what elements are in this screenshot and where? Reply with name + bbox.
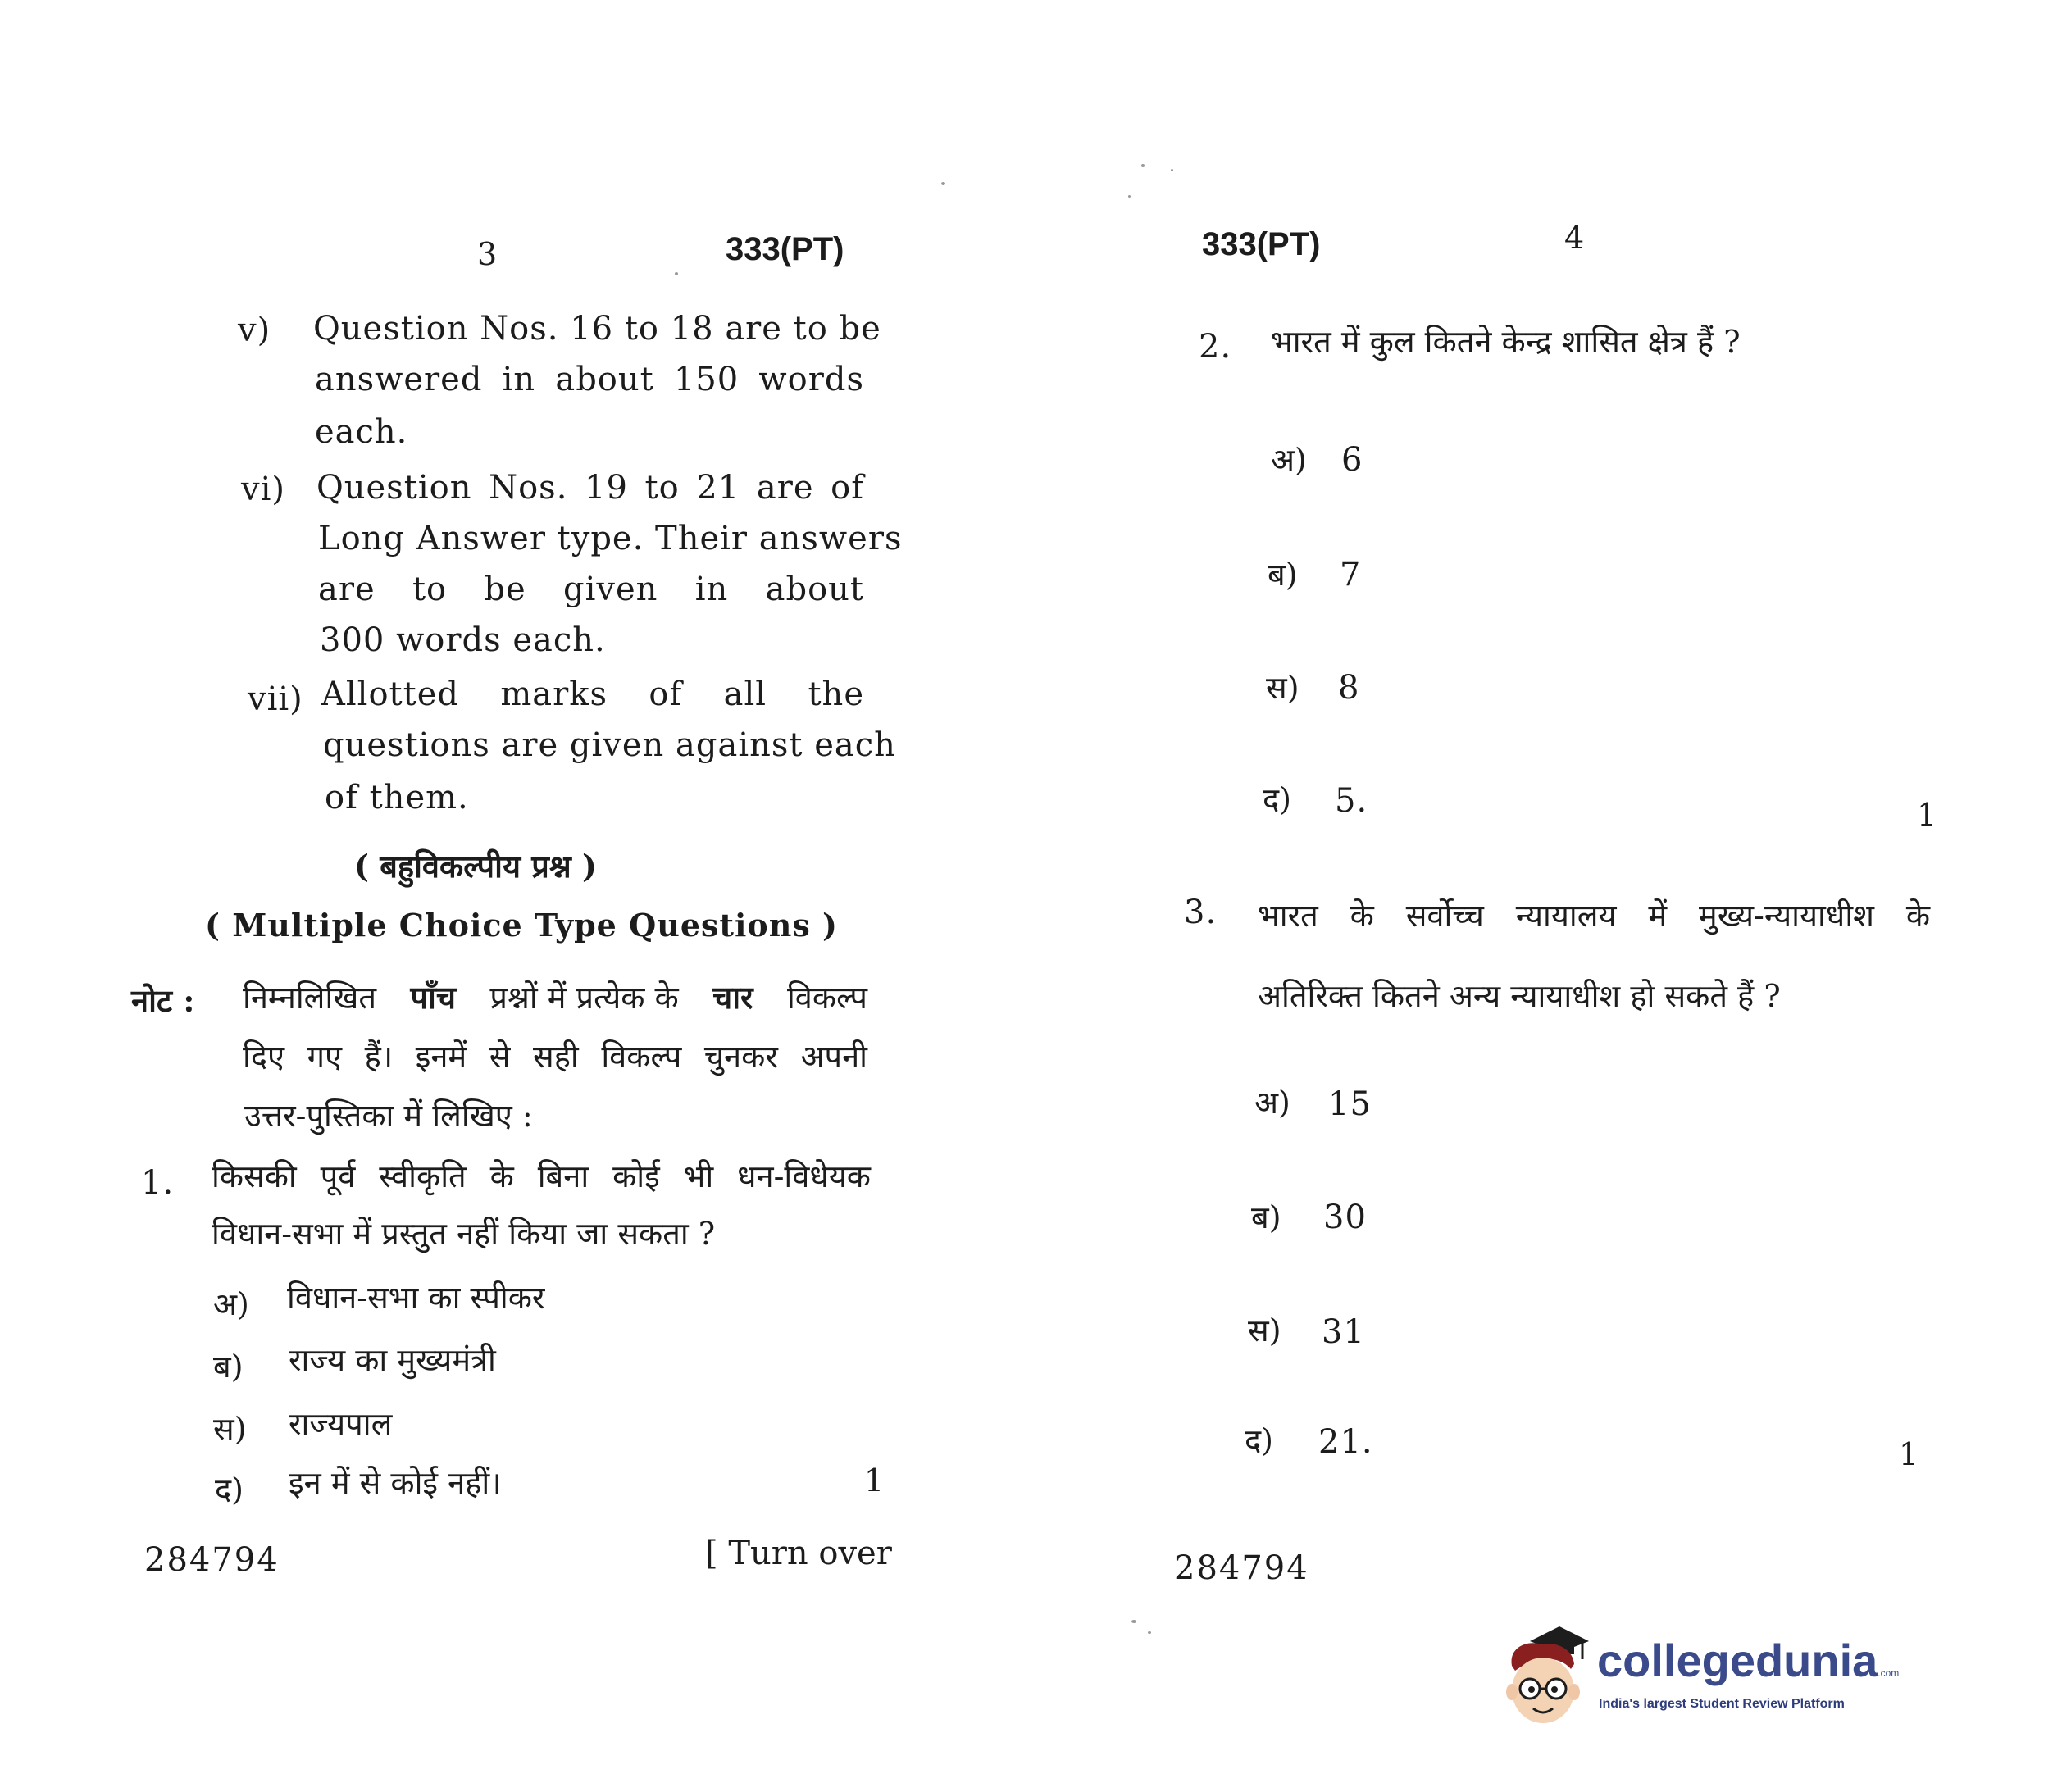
q1-option-d-text: इन में से कोई नहीं। [289, 1465, 502, 1501]
question-1-line-1: किसकी पूर्व स्वीकृति के बिना कोई भी धन-विधेयक [212, 1158, 871, 1194]
question-1-line-2: विधान-सभा में प्रस्तुत नहीं किया जा सकता ? [212, 1216, 716, 1252]
q2-option-a-text: 6 [1341, 441, 1363, 479]
q3-option-b-text: 30 [1323, 1198, 1367, 1236]
instruction-vi-line-3: are to be given in about [318, 571, 864, 608]
q1-option-b-label: ब) [213, 1349, 244, 1385]
note-word-five: पाँच [410, 979, 456, 1016]
scan-speck [1148, 1631, 1151, 1634]
question-2-number: 2. [1199, 328, 1232, 366]
instruction-vi-line-2: Long Answer type. Their answers [318, 520, 903, 557]
q2-option-b-label: ब) [1268, 557, 1298, 593]
scan-speck [1128, 195, 1131, 198]
question-2-text: भारत में कुल कितने केन्द्र शासित क्षेत्र हैं ? [1271, 324, 1741, 360]
q2-option-d-text: 5. [1335, 782, 1368, 820]
q1-option-a-label: अ) [213, 1286, 249, 1322]
q3-option-c-label: स) [1248, 1312, 1281, 1349]
note-line-1 [243, 976, 867, 1018]
instruction-vi-line-1: Question Nos. 19 to 21 are of [316, 469, 864, 507]
q3-option-d-label: द) [1245, 1422, 1274, 1458]
instruction-v-line-2: answered in about 150 words [315, 361, 864, 398]
instruction-v-line-3: each. [315, 413, 408, 451]
right-page-number: 4 [1564, 220, 1585, 256]
q1-option-b-text: राज्य का मुख्यमंत्री [289, 1342, 496, 1378]
q3-option-a-text: 15 [1328, 1085, 1372, 1123]
student-mascot-icon [1497, 1623, 1594, 1731]
question-3-line-1 [1258, 894, 1930, 936]
note-word-options: विकल्प [786, 980, 867, 1016]
q3-word-1: भारत [1258, 898, 1318, 934]
left-footer-code: 284794 [144, 1541, 280, 1579]
note-line-3: उत्तर-पुस्तिका में लिखिए : [244, 1098, 533, 1134]
q2-option-c-text: 8 [1338, 669, 1360, 707]
note-label: नोट : [131, 982, 195, 1019]
note-words-middle: प्रश्नों में प्रत्येक के [489, 980, 679, 1016]
instruction-vii-line-1: Allotted marks of all the [321, 675, 864, 713]
logo-suffix: .com [1878, 1667, 1900, 1679]
q3-option-d-text: 21. [1318, 1423, 1373, 1461]
instruction-v-line-1: Question Nos. 16 to 18 are to be [313, 310, 881, 348]
instruction-vi-line-4: 300 words each. [320, 621, 606, 659]
q3-word-3: सर्वोच्च [1405, 898, 1484, 934]
instruction-vi-number: vi) [241, 471, 285, 508]
q3-marks: 1 [1899, 1436, 1919, 1472]
q2-option-c-label: स) [1266, 670, 1299, 706]
q1-option-c-label: स) [213, 1411, 247, 1447]
q3-option-a-label: अ) [1254, 1085, 1290, 1121]
left-paper-code: 333(PT) [726, 231, 844, 267]
q2-option-a-label: अ) [1271, 442, 1307, 478]
question-3-line-2: अतिरिक्त कितने अन्य न्यायाधीश हो सकते हैं ? [1258, 978, 1781, 1014]
instruction-v-number: v) [238, 312, 271, 349]
q3-word-4: न्यायालय [1515, 898, 1617, 934]
collegedunia-logo [1497, 1623, 1900, 1738]
instruction-vii-line-2: questions are given against each [323, 726, 896, 764]
q3-option-b-label: ब) [1251, 1199, 1281, 1235]
q3-option-c-text: 31 [1322, 1313, 1365, 1351]
logo-name: collegedunia [1597, 1635, 1878, 1686]
turn-over: [ Turn over [705, 1535, 892, 1572]
left-page-number: 3 [477, 236, 498, 272]
q1-option-d-label: द) [215, 1471, 244, 1508]
q1-marks: 1 [864, 1462, 885, 1499]
question-1-number: 1. [141, 1164, 175, 1202]
instruction-vii-number: vii) [248, 680, 303, 718]
scan-speck [941, 182, 945, 185]
logo-wordmark [1597, 1635, 1900, 1686]
section-heading-hindi: ( बहुविकल्पीय प्रश्न ) [354, 848, 597, 885]
q3-word-5: में [1648, 898, 1668, 934]
note-line-2: दिए गए हैं। इनमें से सही विकल्प चुनकर अपनी [243, 1039, 867, 1075]
q3-word-7: के [1905, 898, 1930, 934]
q1-option-c-text: राज्यपाल [289, 1406, 393, 1442]
scan-speck [675, 272, 678, 275]
question-3-number: 3. [1184, 894, 1218, 931]
scan-speck [1141, 164, 1145, 167]
q1-option-a-text: विधान-सभा का स्पीकर [287, 1280, 545, 1316]
section-heading-english: ( Multiple Choice Type Questions ) [205, 907, 838, 944]
instruction-vii-line-3: of them. [325, 779, 469, 816]
right-footer-code: 284794 [1174, 1549, 1309, 1587]
q2-marks: 1 [1917, 797, 1937, 833]
q3-word-2: के [1350, 898, 1374, 934]
q2-option-d-label: द) [1263, 781, 1292, 817]
scan-speck [1171, 169, 1173, 171]
logo-tagline: India's largest Student Review Platform [1599, 1697, 1845, 1711]
right-paper-code: 333(PT) [1202, 226, 1321, 262]
scan-speck [1131, 1620, 1136, 1623]
note-word-four: चार [712, 979, 753, 1016]
q2-option-b-text: 7 [1340, 556, 1362, 594]
q3-word-6: मुख्य-न्यायाधीश [1699, 898, 1874, 934]
note-word-1: निम्नलिखित [243, 980, 377, 1016]
